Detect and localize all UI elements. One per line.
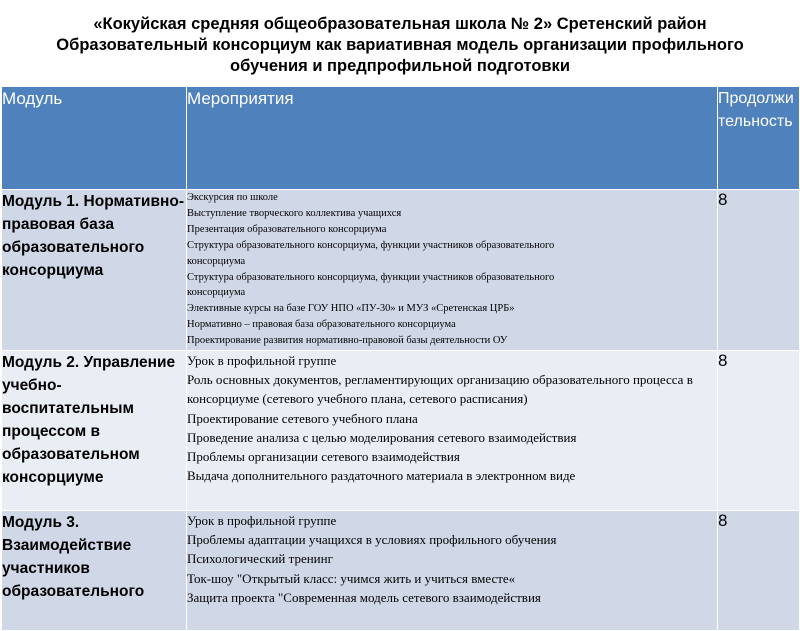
activity-item: Элективные курсы на базе ГОУ НПО «ПУ-30» и МУЗ «Сретенская ЦРБ» <box>187 303 515 315</box>
activity-item: Структура образовательного консорциума, функции участников образовательного <box>187 239 555 251</box>
activity-item: Ток-шоу "Открытый класс: учимся жить и учиться вместе« <box>187 570 516 586</box>
title-line: Образовательный консорциум как вариативная модель организации профильного <box>56 36 744 54</box>
duration-cell: 8 <box>718 511 800 631</box>
module-cell: Модуль 1. Нормативно-правовая база образовательного консорциума <box>2 190 187 351</box>
duration-cell: 8 <box>718 351 800 511</box>
activity-item: Выдача дополнительного раздаточного материала в электронном виде <box>187 468 576 484</box>
table-row <box>2 351 800 511</box>
activities-cell <box>187 190 718 351</box>
activity-item: Нормативно – правовая база образовательного консорциума <box>187 319 456 331</box>
header-activities: Мероприятия <box>187 87 718 190</box>
table-row <box>2 511 800 631</box>
activity-item: Защита проекта "Современная модель сетевого взаимодействия <box>187 589 541 605</box>
header-row <box>2 87 800 190</box>
activity-item: Проблемы адаптации учащихся в условиях профильного обучения <box>187 532 557 548</box>
activities-cell <box>187 511 718 631</box>
activity-item: Проблемы организации сетевого взаимодействия <box>187 449 460 465</box>
duration-cell: 8 <box>718 190 800 351</box>
activity-item: Роль основных документов, регламентирующих организацию образовательного процесса в консорциуме (сетевого учебного плана, сетевого расписания) <box>187 372 693 407</box>
activity-item: Урок в профильной группе <box>187 353 337 368</box>
activity-item: Психологический тренинг <box>187 551 333 567</box>
activity-item: Проведение анализа с целью моделирования сетевого взаимодействия <box>187 429 577 445</box>
module-cell: Модуль 3. Взаимодействие участников образовательного <box>2 511 187 631</box>
page-title <box>0 14 800 77</box>
title-line: обучения и предпрофильной подготовки <box>230 57 570 75</box>
program-table <box>1 86 800 631</box>
activity-item: Экскурсия по школе <box>187 192 278 203</box>
title-line: «Кокуйская средняя общеобразовательная школа № 2» Сретенский район <box>93 15 707 33</box>
activity-item: Выступление творческого коллектива учащихся <box>187 207 402 219</box>
module-cell: Модуль 2. Управление учебно-воспитательным процессом в образовательном консорциуме <box>2 351 187 511</box>
activity-item: консорциума <box>187 287 246 299</box>
table-row <box>2 190 800 351</box>
activity-item: Проектирование развития нормативно-правовой базы деятельности ОУ <box>187 335 508 347</box>
activity-item: Структура образовательного консорциума, функции участников образовательного <box>187 271 555 283</box>
activity-item: консорциума <box>187 255 246 267</box>
activity-item: Урок в профильной группе <box>187 513 337 528</box>
header-module: Модуль <box>2 87 187 190</box>
header-duration: Продолжительность <box>718 87 800 190</box>
activity-item: Проектирование сетевого учебного плана <box>187 410 418 426</box>
activity-item: Презентация образовательного консорциума <box>187 223 387 235</box>
activities-cell <box>187 351 718 511</box>
